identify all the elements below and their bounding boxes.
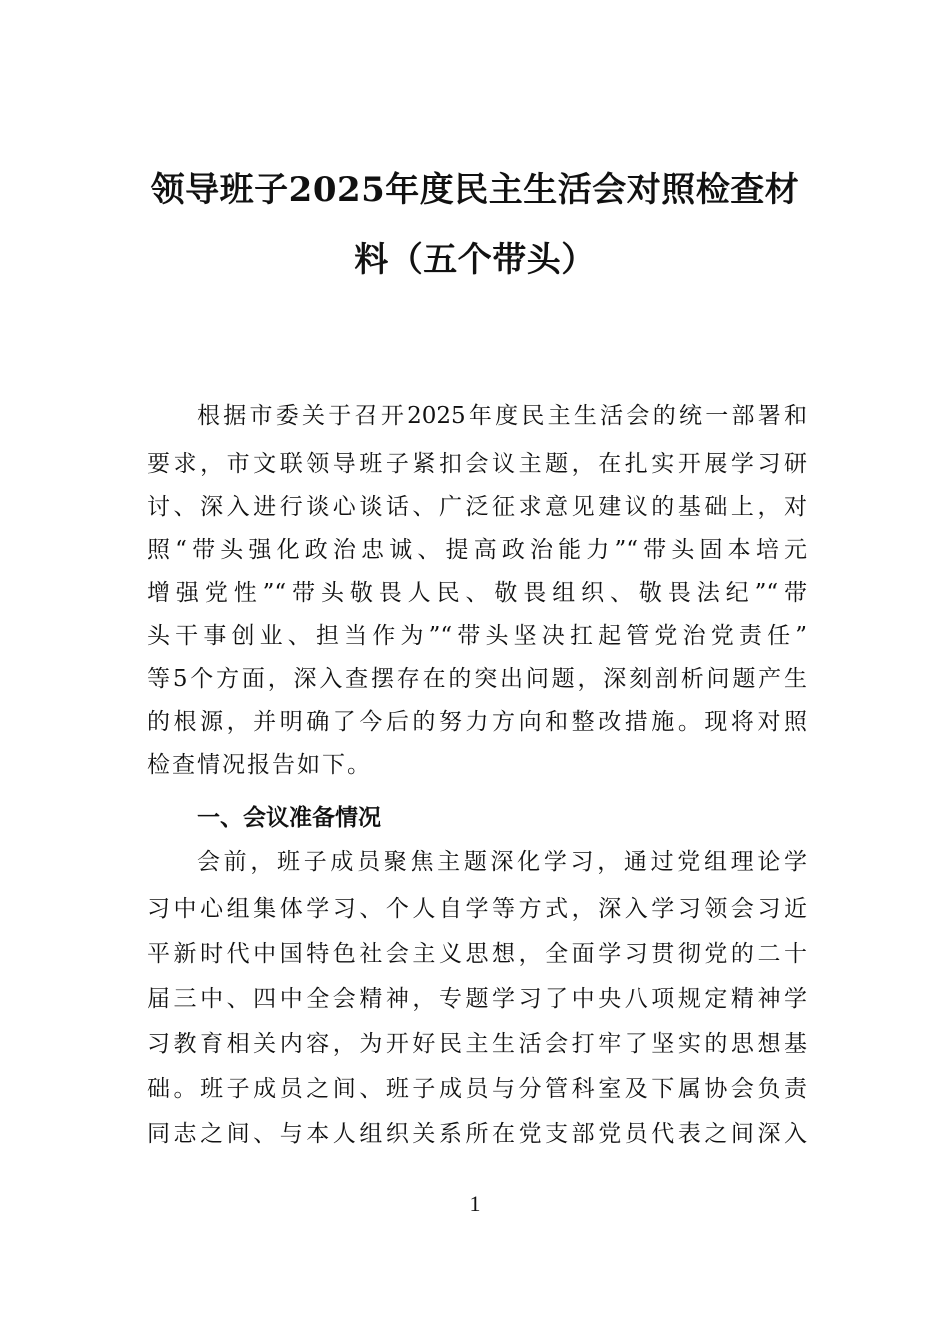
document-title-line-1: 领导班子2025年度民主生活会对照检查材 [150,170,800,210]
paragraph-line: 头干事创业、担当作为”“带头坚决扛起管党治党责任” [147,623,807,649]
paragraph-line: 照“带头强化政治忠诚、提高政治能力”“带头固本培元 [147,537,807,563]
section-heading: 一、会议准备情况 [197,805,381,831]
paragraph-line: 习中心组集体学习、个人自学等方式，深入学习领会习近 [147,896,807,922]
paragraph-line: 会前，班子成员聚焦主题深化学习，通过党组理论学 [197,849,807,875]
paragraph-line: 根据市委关于召开2025年度民主生活会的统一部署和 [197,403,807,429]
paragraph-line: 讨、深入进行谈心谈话、广泛征求意见建议的基础上，对 [147,494,807,520]
paragraph-line: 检查情况报告如下。 [147,752,372,778]
paragraph-line: 习教育相关内容，为开好民主生活会打牢了坚实的思想基 [147,1031,807,1057]
paragraph-line: 同志之间、与本人组织关系所在党支部党员代表之间深入 [147,1121,807,1147]
paragraph-line: 础。班子成员之间、班子成员与分管科室及下属协会负责 [147,1076,807,1102]
paragraph-line: 平新时代中国特色社会主义思想，全面学习贯彻党的二十 [147,941,807,967]
paragraph-line: 届三中、四中全会精神，专题学习了中央八项规定精神学 [147,986,807,1012]
paragraph-line: 等5个方面，深入查摆存在的突出问题，深刻剖析问题产生 [147,666,807,692]
page-number: 1 [469,1191,481,1216]
paragraph-line: 要求，市文联领导班子紧扣会议主题，在扎实开展学习研 [147,451,807,477]
document-title-line-2: 料（五个带头） [354,240,596,280]
paragraph-line: 的根源，并明确了今后的努力方向和整改措施。现将对照 [147,709,807,735]
paragraph-line: 增强党性”“带头敬畏人民、敬畏组织、敬畏法纪”“带 [147,580,807,606]
